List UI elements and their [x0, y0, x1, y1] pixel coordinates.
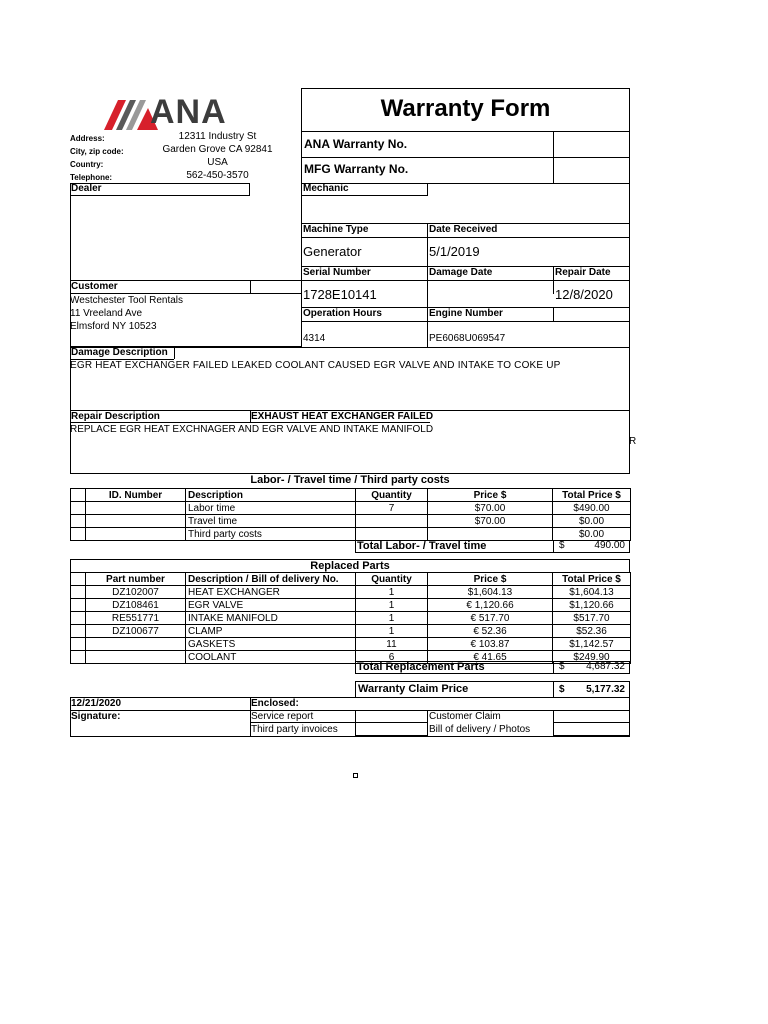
- table-row: Third party costs $0.00: [71, 528, 631, 541]
- parts-total-label: Total Replacement Parts: [357, 661, 485, 673]
- city-value: Garden Grove CA 92841: [162, 144, 273, 155]
- repair-date-label: Repair Date: [555, 267, 611, 278]
- labor-section-title: Labor- / Travel time / Third party costs: [250, 474, 450, 486]
- table-row: GASKETS 11 € 103.87 $1,142.57: [71, 638, 631, 651]
- third-party-invoices-checkbox[interactable]: [355, 722, 428, 736]
- damage-date-label: Damage Date: [429, 267, 493, 278]
- parts-col-description: Description / Bill of delivery No.: [186, 573, 356, 586]
- table-row: DZ100677 CLAMP 1 € 52.36 $52.36: [71, 625, 631, 638]
- customer-claim-label: Customer Claim: [429, 711, 501, 722]
- table-row: DZ108461 EGR VALVE 1 € 1,120.66 $1,120.66: [71, 599, 631, 612]
- repair-description-label: Repair Description: [71, 411, 160, 422]
- date-received-value[interactable]: 5/1/2019: [429, 244, 480, 259]
- labor-col-description: Description: [186, 489, 356, 502]
- machine-type-value[interactable]: Generator: [303, 244, 362, 259]
- parts-section-title: Replaced Parts: [310, 560, 390, 572]
- enclosed-label: Enclosed:: [251, 698, 299, 709]
- repair-description-title: EXHAUST HEAT EXCHANGER FAILED: [251, 411, 434, 422]
- operation-hours-value[interactable]: 4314: [303, 333, 326, 344]
- country-value: USA: [207, 157, 228, 168]
- table-row: Travel time $70.00 $0.00: [71, 515, 631, 528]
- parts-total-value: 4,687.32: [586, 661, 625, 672]
- mfg-warranty-label: MFG Warranty No.: [304, 162, 409, 176]
- operation-hours-label: Operation Hours: [303, 308, 382, 319]
- country-label: Country:: [70, 160, 104, 169]
- parts-total-currency: $: [559, 661, 565, 672]
- signature-label: Signature:: [71, 711, 121, 722]
- parts-col-price: Price $: [428, 573, 553, 586]
- claim-price-value: 5,177.32: [586, 684, 625, 695]
- ana-logo: [104, 94, 250, 130]
- mechanic-label: Mechanic: [303, 183, 349, 194]
- bill-of-delivery-label: Bill of delivery / Photos: [429, 724, 531, 735]
- labor-col-price: Price $: [428, 489, 553, 502]
- labor-col-id: ID. Number: [86, 489, 186, 502]
- claim-price-currency: $: [559, 684, 565, 695]
- labor-total-value: 490.00: [594, 540, 625, 551]
- serial-number-value[interactable]: 1728E10141: [303, 287, 377, 302]
- claim-price-label: Warranty Claim Price: [358, 683, 469, 695]
- serial-number-label: Serial Number: [303, 267, 371, 278]
- parts-header-row: [71, 573, 631, 586]
- dealer-label: Dealer: [71, 183, 102, 194]
- service-report-label: Service report: [251, 711, 314, 722]
- labor-col-quantity: Quantity: [356, 489, 428, 502]
- labor-total-currency: $: [559, 540, 565, 551]
- damage-description-text[interactable]: EGR HEAT EXCHANGER FAILED LEAKED COOLANT CAUSED EGR VALVE AND INTAKE TO COKE UP: [70, 360, 561, 371]
- address-value: 12311 Industry St: [178, 131, 257, 142]
- labor-header-row: [71, 489, 631, 502]
- customer-name: Westchester Tool Rentals: [70, 295, 184, 306]
- repair-description-text[interactable]: REPLACE EGR HEAT EXCHNAGER AND EGR VALVE AND INTAKE MANIFOLD: [70, 424, 434, 435]
- labor-col-total: Total Price $: [553, 489, 631, 502]
- table-row: COOLANT 6 € 41.65 $249.90: [71, 651, 631, 664]
- parts-table: [70, 572, 631, 664]
- labor-total-label: Total Labor- / Travel time: [357, 540, 487, 552]
- customer-street: 11 Vreeland Ave: [70, 308, 143, 319]
- customer-label: Customer: [71, 281, 118, 292]
- address-label: Address:: [70, 134, 105, 143]
- table-row: Labor time 7 $70.00 $490.00: [71, 502, 631, 515]
- phone-label: Telephone:: [70, 173, 113, 182]
- labor-table: [70, 488, 631, 541]
- repair-date-value[interactable]: 12/8/2020: [555, 287, 613, 302]
- phone-value: 562-450-3570: [186, 170, 249, 181]
- parts-col-quantity: Quantity: [356, 573, 428, 586]
- bill-of-delivery-checkbox[interactable]: [553, 722, 630, 736]
- logo-brand-text: ANA: [150, 93, 227, 131]
- form-title: Warranty Form: [380, 95, 551, 122]
- engine-number-value[interactable]: PE6068U069547: [429, 333, 506, 344]
- damage-description-label: Damage Description: [71, 347, 168, 358]
- engine-number-label: Engine Number: [429, 308, 503, 319]
- stray-character: R: [629, 436, 637, 447]
- table-row: DZ102007 HEAT EXCHANGER 1 $1,604.13 $1,604.13: [71, 586, 631, 599]
- stray-mark: [353, 773, 358, 778]
- parts-col-total: Total Price $: [553, 573, 631, 586]
- footer-date[interactable]: 12/21/2020: [71, 698, 122, 709]
- ana-warranty-label: ANA Warranty No.: [304, 137, 408, 151]
- date-received-label: Date Received: [429, 224, 498, 235]
- parts-col-part-number: Part number: [86, 573, 186, 586]
- city-label: City, zip code:: [70, 147, 124, 156]
- table-row: RE551771 INTAKE MANIFOLD 1 € 517.70 $517.70: [71, 612, 631, 625]
- third-party-invoices-label: Third party invoices: [251, 724, 338, 735]
- customer-city: Elmsford NY 10523: [70, 321, 157, 332]
- machine-type-label: Machine Type: [303, 224, 369, 235]
